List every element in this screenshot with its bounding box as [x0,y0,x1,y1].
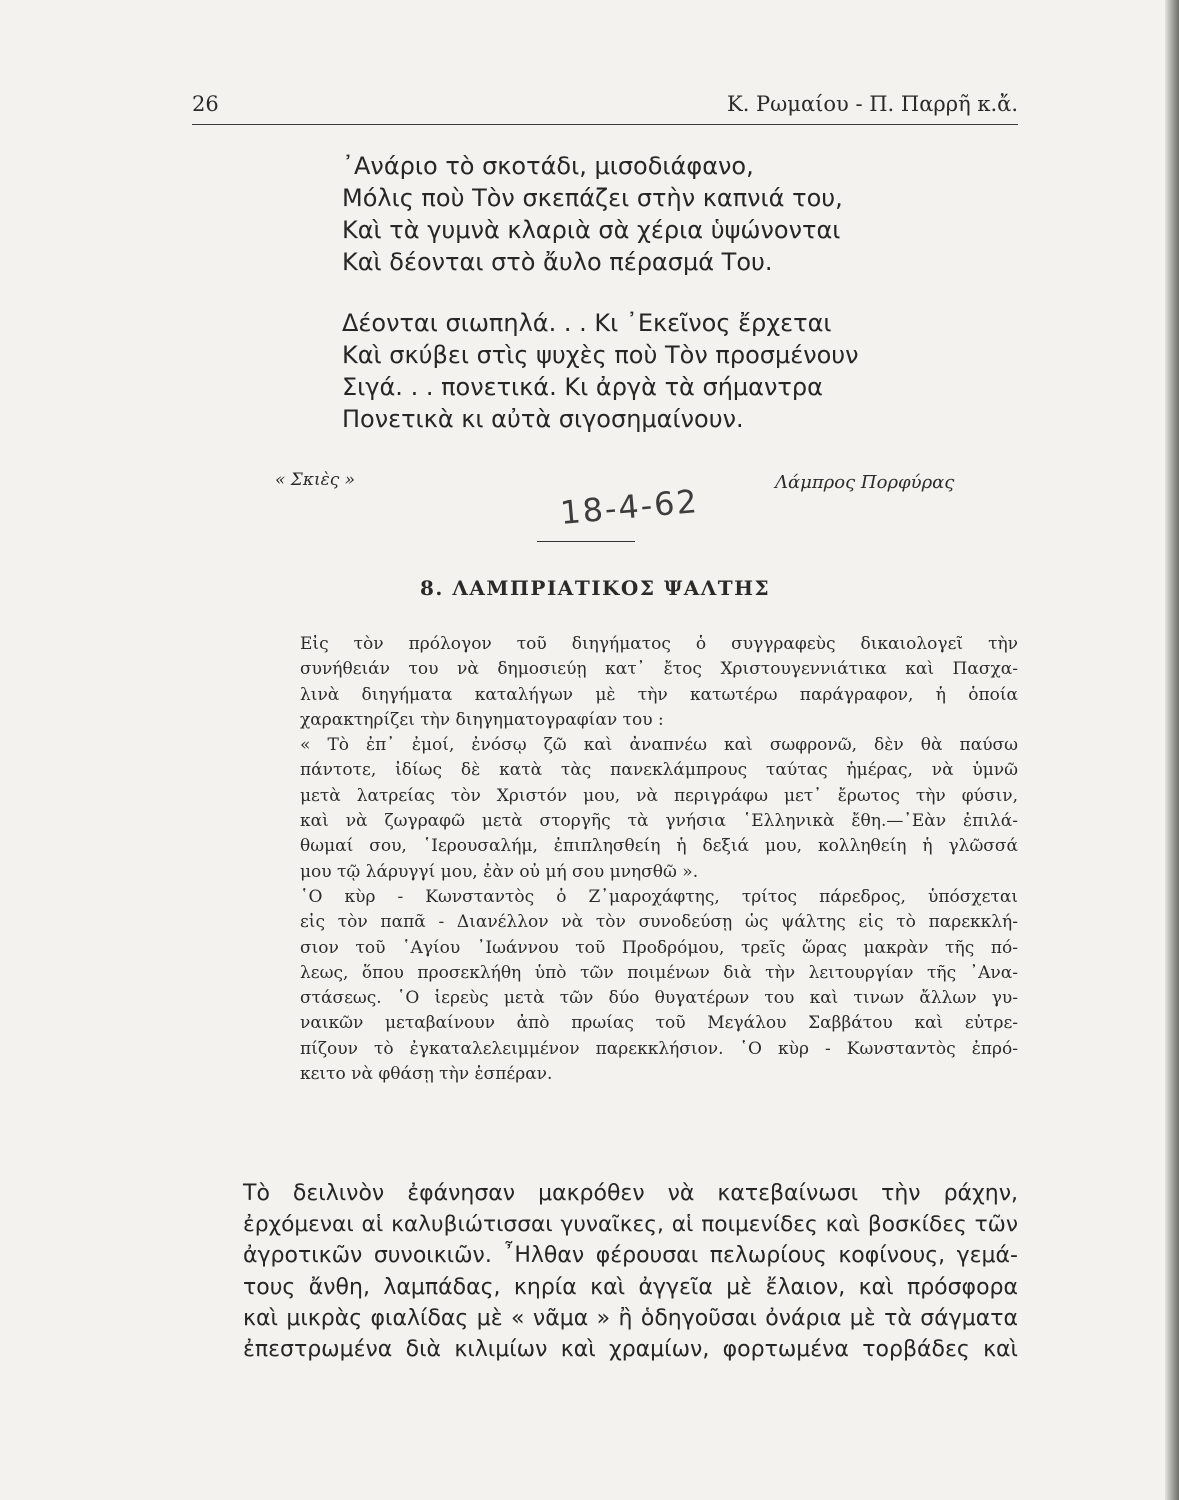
body-line: τους ἄνθη, λαμπάδας, κηρία καὶ ἀγγεῖα μὲ ἔλαιον, καὶ πρόσφορα [243,1274,1018,1300]
poem-stanza [342,150,962,278]
poem-line: Καὶ σκύβει στὶς ψυχὲς ποὺ Τὸν προσμένουν [342,341,859,369]
handwritten-date: 18-4-62 [558,482,701,532]
page-number: 26 [192,92,219,116]
poem-line: Μόλις ποὺ Τὸν σκεπάζει στὴν καπνιά του, [342,184,843,212]
prologue-line: στάσεως. ῾Ο ἱερεὺς μετὰ τῶν δύο θυγατέρων του καὶ τινων ἄλλων γυ- [300,988,1018,1009]
body-line: ἐρχόμεναι αἱ καλυβιώτισσαι γυναῖκες, αἱ ποιμενίδες καὶ βοσκίδες τῶν [243,1212,1018,1238]
body-line: καὶ μικρὰς φιαλίδας μὲ « νᾶμα » ἢ ὁδηγοῦσαι ὀνάρια μὲ τὰ σάγματα [243,1305,1018,1331]
prologue-line: λεως, ὅπου προσεκλήθη ὑπὸ τῶν ποιμένων διὰ τὴν λειτουργίαν τῆς ᾿Ανα- [300,962,1018,983]
prologue-line: εἰς τὸν παπᾶ - Διανέλλον νὰ τὸν συνοδεύσῃ ὡς ψάλτης εἰς τὸ παρεκκλή- [300,912,1018,933]
body-paragraph [243,1178,1018,1365]
running-title: Κ. Ρωμαίου - Π. Παρρῆ κ.ἄ. [727,92,1018,116]
prologue-line: καὶ νὰ ζωγραφῶ μετὰ στοργῆς τὰ γνήσια ῾Ελληνικὰ ἔθη.—᾿Εὰν ἐπιλά- [300,811,1018,832]
prologue-line: Εἰς τὸν πρόλογον τοῦ διηγήματος ὁ συγγραφεὺς δικαιολογεῖ τὴν [300,634,1018,654]
prologue-line: μου τῷ λάρυγγί μου, ἐὰν οὐ μή σου μνησθῶ ». [300,861,699,882]
prologue-line: πίζουν τὸ ἐγκαταλελειμμένον παρεκκλήσιον. ῾Ο κὺρ - Κωνσταντὸς ἐπρό- [300,1038,1018,1059]
prologue-line: πάντοτε, ἰδίως δὲ κατὰ τὰς πανεκλάμπρους ταύτας ἡμέρας, νὰ ὑμνῶ [300,760,1018,781]
page-header [192,92,1018,125]
body-line: Τὸ δειλινὸν ἐφάνησαν μακρόθεν νὰ κατεβαίνωσι τὴν ράχην, [243,1181,1018,1206]
prologue-paragraph [300,632,1018,1087]
section-separator [537,541,635,542]
prologue-line: συνήθειάν του νὰ δημοσιεύῃ κατ᾿ ἔτος Χριστουγεννιάτικα καὶ Πασχα- [300,659,1018,680]
body-line: ἐπεστρωμένα διὰ κιλιμίων καὶ χραμίων, φορτωμένα τορβάδες καὶ [243,1336,1018,1362]
prologue-line: κειτο νὰ φθάσῃ τὴν ἑσπέραν. [300,1064,553,1085]
prologue-line: ῾Ο κὺρ - Κωνσταντὸς ὁ Ζ᾿μαροχάφτης, τρίτος πάρεδρος, ὑπόσχεται [300,886,1018,907]
poem-author: Λάμπρος Πορφύρας [775,472,955,493]
prologue-line: λινὰ διηγήματα καταλήγων μὲ τὴν κατωτέρω παράγραφον, ἡ ὁποία [300,684,1018,705]
poem-source: « Σκιὲς » [275,470,356,490]
section-heading: 8. ΛΑΜΠΡΙΑΤΙΚΟΣ ΨΑΛΤΗΣ [420,576,771,600]
prologue-line: « Τὸ ἐπ᾿ ἐμοί, ἐνόσῳ ζῶ καὶ ἀναπνέω καὶ σωφρονῶ, δὲν θὰ παύσω [300,735,1018,756]
prologue-line: ναικῶν μεταβαίνουν ἀπὸ πρωίας τοῦ Μεγάλου Σαββάτου καὶ εὐτρε- [300,1013,1018,1034]
poem-line: Σιγά. . . πονετικά. Κι ἀργὰ τὰ σήμαντρα [342,373,823,401]
poem [342,150,962,464]
prologue-line: μετὰ λατρείας τὸν Χριστόν μου, νὰ περιγράφω μετ᾿ ἔρωτος τὴν φύσιν, [300,785,1018,806]
prologue-line: σιον τοῦ ῾Αγίου ᾿Ιωάννου τοῦ Προδρόμου, τρεῖς ὥρας μακρὰν τῆς πό- [300,937,1018,958]
poem-line: Καὶ δέονται στὸ ἄυλο πέρασμά Του. [342,248,773,276]
poem-stanza [342,307,962,435]
body-line: ἀγροτικῶν συνοικιῶν. ῏Ηλθαν φέρουσαι πελωρίους κοφίνους, γεμά- [243,1243,1018,1269]
page-edge-shadow [1165,0,1179,1500]
prologue-line: χαρακτηρίζει τὴν διηγηματογραφίαν του : [300,709,664,730]
poem-line: ᾿Ανάριο τὸ σκοτάδι, μισοδιάφανο, [342,152,754,180]
prologue-line: θωμαί σου, ῾Ιερουσαλήμ, ἐπιπλησθείη ἡ δεξιά μου, κολληθείη ἡ γλῶσσά [300,836,1018,857]
poem-line: Δέονται σιωπηλά. . . Κι ᾿Εκεῖνος ἔρχεται [342,309,832,337]
poem-line: Πονετικὰ κι αὐτὰ σιγοσημαίνουν. [342,405,744,433]
poem-line: Καὶ τὰ γυμνὰ κλαριὰ σὰ χέρια ὑψώνονται [342,216,841,244]
